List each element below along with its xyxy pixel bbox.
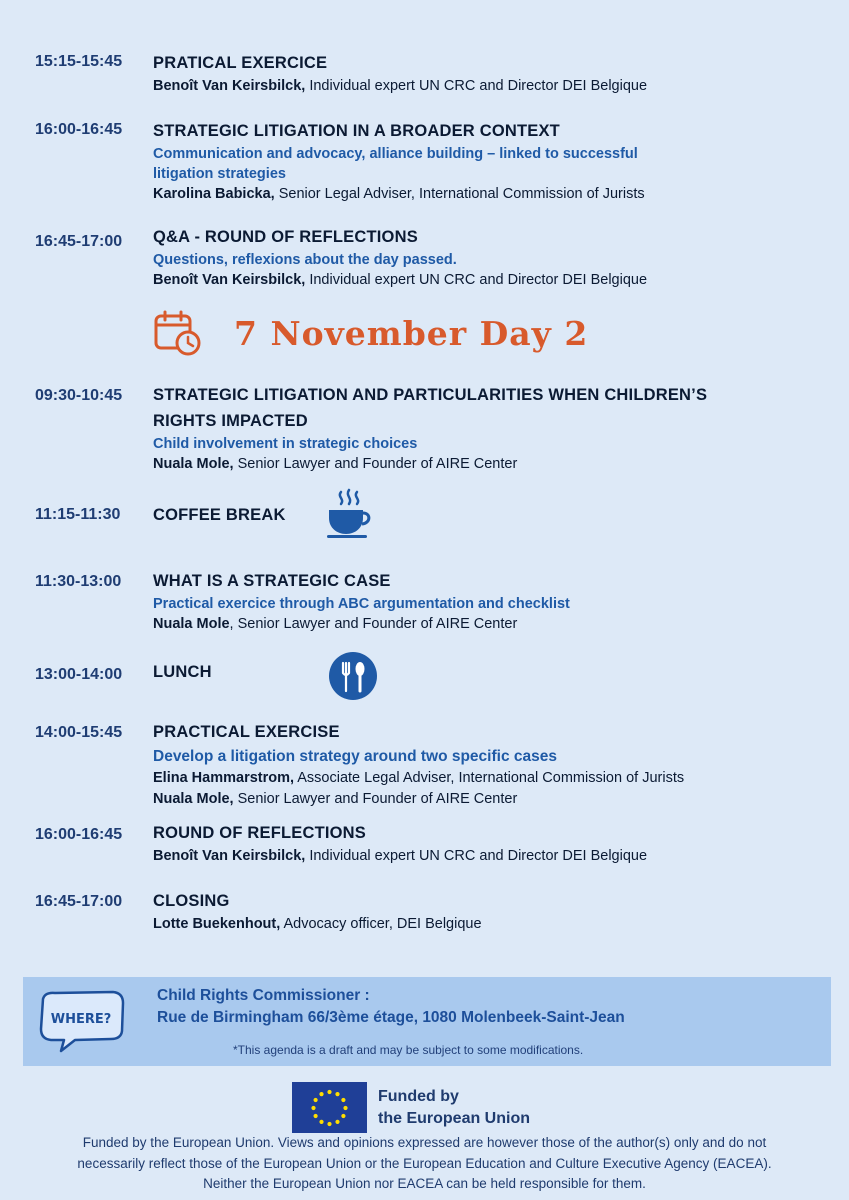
session-time: 16:45-17:00 <box>35 233 123 250</box>
session-time: 09:30-10:45 <box>35 387 123 404</box>
speaker-name: Benoît Van Keirsbilck, <box>153 848 306 864</box>
disclaimer-line: Neither the European Union nor EACEA can be held responsible for them. <box>203 1176 646 1191</box>
session-title: WHAT IS A STRATEGIC CASE <box>153 572 391 590</box>
speaker-role: Individual expert UN CRC and Director DEI Belgique <box>305 848 648 864</box>
session-title: STRATEGIC LITIGATION AND PARTICULARITIES WHEN CHILDREN’S <box>153 386 708 404</box>
location-name: Child Rights Commissioner : <box>157 987 370 1004</box>
speaker-name: Lotte Buekenhout, <box>153 916 281 932</box>
session-title: RIGHTS IMPACTED <box>153 412 308 430</box>
session-speaker <box>153 914 809 935</box>
fork-spoon-icon <box>328 651 378 706</box>
session-time: 11:15-11:30 <box>35 506 121 523</box>
where-speech-bubble-icon <box>35 989 127 1060</box>
speaker-name: Nuala Mole <box>153 616 230 632</box>
speaker-name: Benoît Van Keirsbilck, <box>153 78 306 94</box>
eu-funding-line: Funded by <box>378 1088 459 1105</box>
session-title: STRATEGIC LITIGATION IN A BROADER CONTEXT <box>153 122 560 140</box>
where-badge-text: WHERE? <box>50 1012 112 1027</box>
disclaimer-line: necessarily reflect those of the European Union or the European Education and Culture Executive Agency (EACEA). <box>77 1155 772 1171</box>
location-address: Rue de Birmingham 66/3ème étage, 1080 Molenbeek-Saint-Jean <box>157 1009 625 1026</box>
draft-disclaimer: *This agenda is a draft and may be subject to some modifications. <box>233 1043 584 1057</box>
speaker-role: Senior Lawyer and Founder of AIRE Center <box>233 456 518 472</box>
session-title: Q&A - ROUND OF REFLECTIONS <box>153 228 418 246</box>
session-title: PRACTICAL EXERCISE <box>153 723 340 741</box>
session-title: ROUND OF REFLECTIONS <box>153 824 366 842</box>
session-subtitle: Develop a litigation strategy around two specific cases <box>153 748 557 765</box>
speaker-name: Benoît Van Keirsbilck, <box>153 272 306 288</box>
session-speaker <box>153 184 809 205</box>
session-time: 16:00-16:45 <box>35 826 123 843</box>
session-title: PRATICAL EXERCICE <box>153 54 328 72</box>
session-speaker <box>153 270 809 291</box>
session-time: 11:30-13:00 <box>35 573 122 590</box>
session-title: COFFEE BREAK <box>153 506 286 524</box>
eu-flag-icon <box>292 1082 367 1133</box>
speaker-role: Senior Legal Adviser, International Commission of Jurists <box>274 186 645 202</box>
speaker-name: Nuala Mole, <box>153 791 234 807</box>
speaker-role: Individual expert UN CRC and Director DEI Belgique <box>305 272 648 288</box>
speaker-name: Elina Hammarstrom, <box>153 770 295 786</box>
session-speaker <box>153 789 809 810</box>
session-title: CLOSING <box>153 892 230 910</box>
session-subtitle: Practical exercice through ABC argumentation and checklist <box>153 596 570 612</box>
session-subtitle: litigation strategies <box>153 166 286 182</box>
speaker-role: , Senior Lawyer and Founder of AIRE Center <box>229 616 518 632</box>
session-speaker <box>153 454 809 475</box>
session-time: 13:00-14:00 <box>35 666 123 683</box>
session-title: LUNCH <box>153 663 212 681</box>
session-subtitle: Questions, reflexions about the day passed. <box>153 252 457 268</box>
speaker-name: Nuala Mole, <box>153 456 234 472</box>
speaker-role: Advocacy officer, DEI Belgique <box>280 916 482 932</box>
session-time: 16:45-17:00 <box>35 893 123 910</box>
coffee-cup-icon <box>325 488 373 545</box>
speaker-role: Senior Lawyer and Founder of AIRE Center <box>233 791 518 807</box>
speaker-name: Karolina Babicka, <box>153 186 275 202</box>
speaker-role: Associate Legal Adviser, International Commission of Jurists <box>294 770 685 786</box>
eu-funding-line: the European Union <box>378 1110 530 1127</box>
session-speaker <box>153 768 809 789</box>
session-time: 14:00-15:45 <box>35 724 123 741</box>
session-time: 15:15-15:45 <box>35 53 123 70</box>
location-box <box>23 977 831 1066</box>
eu-disclaimer <box>30 1133 819 1195</box>
eu-funding-label <box>378 1086 530 1130</box>
day-title: 7 November Day 2 <box>234 314 589 353</box>
disclaimer-line: Funded by the European Union. Views and opinions expressed are however those of the author(s) only and do not <box>82 1135 767 1150</box>
session-speaker <box>153 76 809 97</box>
session-time: 16:00-16:45 <box>35 121 123 138</box>
session-subtitle: Child involvement in strategic choices <box>153 436 418 452</box>
speaker-role: Individual expert UN CRC and Director DEI Belgique <box>305 78 648 94</box>
day-heading <box>150 308 710 360</box>
calendar-clock-icon <box>154 310 202 361</box>
session-speaker <box>153 614 809 635</box>
session-subtitle: Communication and advocacy, alliance building – linked to successful <box>153 146 638 162</box>
session-speaker <box>153 846 809 867</box>
